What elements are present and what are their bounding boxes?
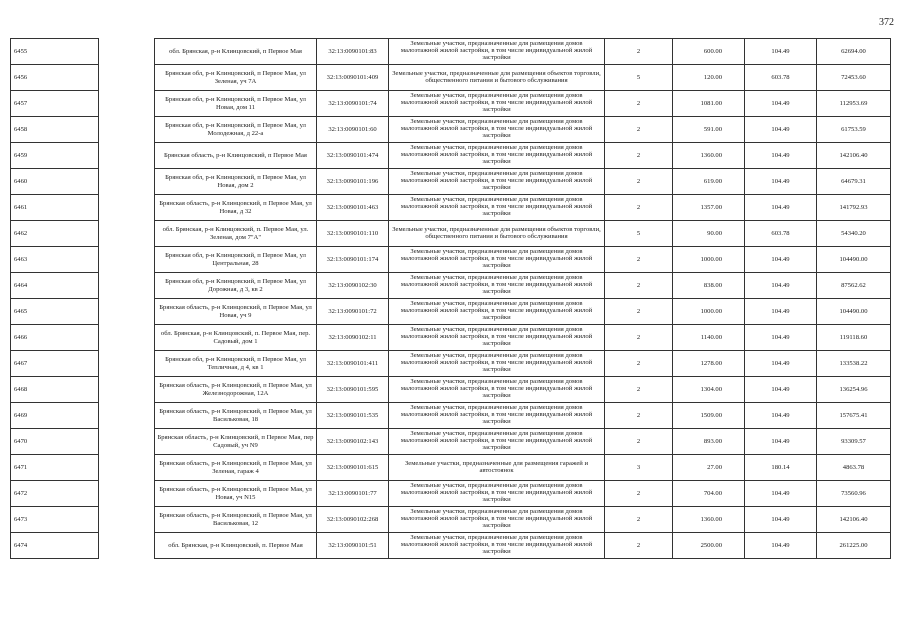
cell-group: 2 [605,325,673,351]
cell-land-use: Земельные участки, предназначенные для размещения домов малоэтажной жилой застройки, в том числе индивидуальной жилой застройки [389,403,605,429]
cell-cadastral-number: 32:13:0090101:74 [317,91,389,117]
table-row [11,325,891,351]
cell-area: 1000.00 [673,247,745,273]
cell-cadastral-number: 32:13:0090101:77 [317,481,389,507]
cell-land-use: Земельные участки, предназначенные для размещения гаражей и автостоянок [389,455,605,481]
cell-number: 6470 [11,429,99,455]
cell-number: 6464 [11,273,99,299]
cell-land-use: Земельные участки, предназначенные для размещения домов малоэтажной жилой застройки, в том числе индивидуальной жилой застройки [389,39,605,65]
table-row [11,65,891,91]
cell-blank [99,247,155,273]
cell-land-use: Земельные участки, предназначенные для размещения домов малоэтажной жилой застройки, в том числе индивидуальной жилой застройки [389,533,605,559]
cell-land-use: Земельные участки, предназначенные для размещения домов малоэтажной жилой застройки, в том числе индивидуальной жилой застройки [389,117,605,143]
cell-group: 2 [605,143,673,169]
table-row [11,91,891,117]
cell-blank [99,403,155,429]
cell-area: 704.00 [673,481,745,507]
cell-specific-value: 104.49 [745,429,817,455]
cell-address: Брянская обл, р-н Клинцовский, п Первое Мая, ул Центральная, 28 [155,247,317,273]
table-row [11,429,891,455]
cell-cadastral-number: 32:13:0090102:30 [317,273,389,299]
cell-specific-value: 104.49 [745,91,817,117]
cell-specific-value: 180.14 [745,455,817,481]
cell-address: Брянская обл, р-н Клинцовский, п Первое Мая, ул Молодежная, д 22-а [155,117,317,143]
cell-area: 1000.00 [673,299,745,325]
cell-number: 6466 [11,325,99,351]
cell-blank [99,481,155,507]
cell-specific-value: 104.49 [745,351,817,377]
cell-cadastral-value: 73560.96 [817,481,891,507]
cell-area: 591.00 [673,117,745,143]
cell-cadastral-value: 61753.59 [817,117,891,143]
cell-area: 1357.00 [673,195,745,221]
table-row [11,403,891,429]
cell-blank [99,169,155,195]
cell-number: 6465 [11,299,99,325]
cell-number: 6473 [11,507,99,533]
cell-blank [99,299,155,325]
cell-blank [99,91,155,117]
cell-cadastral-value: 93309.57 [817,429,891,455]
cell-land-use: Земельные участки, предназначенные для размещения домов малоэтажной жилой застройки, в том числе индивидуальной жилой застройки [389,325,605,351]
cell-specific-value: 104.49 [745,403,817,429]
cell-blank [99,39,155,65]
cell-group: 2 [605,533,673,559]
cell-blank [99,221,155,247]
cell-specific-value: 104.49 [745,143,817,169]
cell-number: 6459 [11,143,99,169]
cell-group: 2 [605,403,673,429]
cell-cadastral-number: 32:13:0090101:110 [317,221,389,247]
table-row [11,351,891,377]
cell-group: 2 [605,351,673,377]
cell-address: Брянская обл, р-н Клинцовский, п Первое Мая, ул Дорожная, д 3, кв 2 [155,273,317,299]
cell-specific-value: 603.78 [745,221,817,247]
cell-blank [99,351,155,377]
cell-area: 838.00 [673,273,745,299]
cell-group: 5 [605,65,673,91]
table-row [11,273,891,299]
cell-group: 5 [605,221,673,247]
cell-blank [99,455,155,481]
cadastral-value-table [10,38,891,559]
cell-number: 6469 [11,403,99,429]
cell-address: обл. Брянская, р-н Клинцовский, п. Первое Мая [155,533,317,559]
cell-address: Брянская область, р-н Клинцовский, п Первое Мая, пер Садовый, уч N9 [155,429,317,455]
table-row [11,377,891,403]
cell-group: 3 [605,455,673,481]
cell-cadastral-value: 141792.93 [817,195,891,221]
cell-cadastral-value: 54340.20 [817,221,891,247]
cell-blank [99,533,155,559]
cell-area: 1140.00 [673,325,745,351]
cell-address: Брянская область, р-н Клинцовский, п Первое Мая [155,143,317,169]
cell-address: Брянская обл, р-н Клинцовский, п Первое Мая, ул Тепличная, д 4, кв 1 [155,351,317,377]
cell-cadastral-number: 32:13:0090101:409 [317,65,389,91]
cell-specific-value: 104.49 [745,195,817,221]
cell-cadastral-value: 133538.22 [817,351,891,377]
cell-address: Брянская обл, р-н Клинцовский, п Первое Мая, ул Новая, дом 11 [155,91,317,117]
cell-specific-value: 104.49 [745,299,817,325]
cell-cadastral-number: 32:13:0090101:615 [317,455,389,481]
cell-cadastral-value: 112953.69 [817,91,891,117]
table-row [11,221,891,247]
cell-number: 6461 [11,195,99,221]
cell-number: 6468 [11,377,99,403]
cell-cadastral-value: 64679.31 [817,169,891,195]
cell-blank [99,507,155,533]
cell-area: 2500.00 [673,533,745,559]
table-row [11,117,891,143]
cell-number: 6456 [11,65,99,91]
table-row [11,143,891,169]
cell-blank [99,325,155,351]
cell-group: 2 [605,429,673,455]
cell-specific-value: 104.49 [745,273,817,299]
page-number: 372 [879,17,894,28]
cell-cadastral-number: 32:13:0090102:11 [317,325,389,351]
cell-area: 1360.00 [673,143,745,169]
cell-cadastral-value: 104490.00 [817,247,891,273]
cell-specific-value: 104.49 [745,481,817,507]
cell-number: 6462 [11,221,99,247]
cell-blank [99,377,155,403]
cell-number: 6472 [11,481,99,507]
cell-cadastral-value: 142106.40 [817,143,891,169]
cell-blank [99,117,155,143]
cell-cadastral-number: 32:13:0090101:595 [317,377,389,403]
cell-cadastral-number: 32:13:0090101:51 [317,533,389,559]
cell-land-use: Земельные участки, предназначенные для размещения домов малоэтажной жилой застройки, в том числе индивидуальной жилой застройки [389,195,605,221]
cell-area: 600.00 [673,39,745,65]
cell-address: Брянская область, р-н Клинцовский, п Первое Мая, ул Зеленая, гараж 4 [155,455,317,481]
cell-blank [99,273,155,299]
cell-land-use: Земельные участки, предназначенные для размещения домов малоэтажной жилой застройки, в том числе индивидуальной жилой застройки [389,273,605,299]
cell-blank [99,143,155,169]
table-row [11,507,891,533]
cell-cadastral-value: 142106.40 [817,507,891,533]
cell-cadastral-value: 4863.78 [817,455,891,481]
cell-cadastral-number: 32:13:0090101:196 [317,169,389,195]
cell-land-use: Земельные участки, предназначенные для размещения домов малоэтажной жилой застройки, в том числе индивидуальной жилой застройки [389,377,605,403]
table-row [11,533,891,559]
cell-specific-value: 104.49 [745,117,817,143]
cell-land-use: Земельные участки, предназначенные для размещения объектов торговли, общественного питания и бытового обслуживания [389,65,605,91]
cell-cadastral-number: 32:13:0090101:474 [317,143,389,169]
cell-land-use: Земельные участки, предназначенные для размещения домов малоэтажной жилой застройки, в том числе индивидуальной жилой застройки [389,91,605,117]
cell-land-use: Земельные участки, предназначенные для размещения домов малоэтажной жилой застройки, в том числе индивидуальной жилой застройки [389,169,605,195]
cell-land-use: Земельные участки, предназначенные для размещения домов малоэтажной жилой застройки, в том числе индивидуальной жилой застройки [389,429,605,455]
cell-specific-value: 603.78 [745,65,817,91]
cell-number: 6463 [11,247,99,273]
cell-number: 6460 [11,169,99,195]
cell-specific-value: 104.49 [745,247,817,273]
cell-cadastral-number: 32:13:0090101:411 [317,351,389,377]
cell-cadastral-number: 32:13:0090101:174 [317,247,389,273]
cell-group: 2 [605,39,673,65]
cell-address: Брянская обл, р-н Клинцовский, п Первое Мая, ул Новая, дом 2 [155,169,317,195]
cell-group: 2 [605,247,673,273]
table-body [11,39,891,559]
table-row [11,195,891,221]
cell-cadastral-number: 32:13:0090101:535 [317,403,389,429]
cell-cadastral-value: 87562.62 [817,273,891,299]
cell-address: обл. Брянская, р-н Клинцовский, п. Первое Мая, ул. Зеленая, дом 7"А" [155,221,317,247]
cell-cadastral-value: 261225.00 [817,533,891,559]
cell-area: 1360.00 [673,507,745,533]
cell-group: 2 [605,377,673,403]
cell-address: обл. Брянская, р-н Клинцовский, п Первое Мая [155,39,317,65]
cell-land-use: Земельные участки, предназначенные для размещения домов малоэтажной жилой застройки, в том числе индивидуальной жилой застройки [389,507,605,533]
cell-area: 1278.00 [673,351,745,377]
cell-specific-value: 104.49 [745,39,817,65]
cell-area: 27.00 [673,455,745,481]
cell-group: 2 [605,91,673,117]
cell-land-use: Земельные участки, предназначенные для размещения домов малоэтажной жилой застройки, в том числе индивидуальной жилой застройки [389,481,605,507]
cell-address: Брянская область, р-н Клинцовский, п Первое Мая, ул Васильковая, 12 [155,507,317,533]
cell-area: 90.00 [673,221,745,247]
cell-specific-value: 104.49 [745,377,817,403]
cell-cadastral-value: 136254.96 [817,377,891,403]
cell-number: 6455 [11,39,99,65]
cell-number: 6467 [11,351,99,377]
cell-area: 1509.00 [673,403,745,429]
cell-address: Брянская область, р-н Клинцовский, п Первое Мая, ул Новая, уч N15 [155,481,317,507]
cell-group: 2 [605,481,673,507]
cell-cadastral-value: 62694.00 [817,39,891,65]
cell-group: 2 [605,299,673,325]
cell-group: 2 [605,507,673,533]
cell-address: Брянская область, р-н Клинцовский, п Первое Мая, ул Новая, д 32 [155,195,317,221]
cell-number: 6471 [11,455,99,481]
cell-area: 1081.00 [673,91,745,117]
cell-number: 6458 [11,117,99,143]
cell-land-use: Земельные участки, предназначенные для размещения домов малоэтажной жилой застройки, в том числе индивидуальной жилой застройки [389,247,605,273]
cell-land-use: Земельные участки, предназначенные для размещения домов малоэтажной жилой застройки, в том числе индивидуальной жилой застройки [389,299,605,325]
cell-number: 6457 [11,91,99,117]
cell-cadastral-value: 104490.00 [817,299,891,325]
cell-specific-value: 104.49 [745,533,817,559]
cell-address: Брянская область, р-н Клинцовский, п Первое Мая, ул Васильковая, 18 [155,403,317,429]
cell-cadastral-value: 72453.60 [817,65,891,91]
table-row [11,455,891,481]
table-row [11,39,891,65]
cell-area: 893.00 [673,429,745,455]
cell-group: 2 [605,195,673,221]
cell-land-use: Земельные участки, предназначенные для размещения домов малоэтажной жилой застройки, в том числе индивидуальной жилой застройки [389,351,605,377]
cell-blank [99,195,155,221]
cell-specific-value: 104.49 [745,507,817,533]
cell-group: 2 [605,273,673,299]
cell-specific-value: 104.49 [745,325,817,351]
cell-area: 1304.00 [673,377,745,403]
cell-cadastral-number: 32:13:0090101:463 [317,195,389,221]
cell-cadastral-value: 119118.60 [817,325,891,351]
cell-group: 2 [605,117,673,143]
table-row [11,299,891,325]
cell-address: обл. Брянская, р-н Клинцовский, п. Первое Мая, пер. Садовый, дом 1 [155,325,317,351]
table-row [11,169,891,195]
table-row [11,481,891,507]
cell-land-use: Земельные участки, предназначенные для размещения домов малоэтажной жилой застройки, в том числе индивидуальной жилой застройки [389,143,605,169]
cell-specific-value: 104.49 [745,169,817,195]
cell-land-use: Земельные участки, предназначенные для размещения объектов торговли, общественного питания и бытового обслуживания [389,221,605,247]
cell-cadastral-number: 32:13:0090102:268 [317,507,389,533]
cell-blank [99,429,155,455]
cell-cadastral-number: 32:13:0090102:143 [317,429,389,455]
cell-area: 619.00 [673,169,745,195]
table-row [11,247,891,273]
cell-group: 2 [605,169,673,195]
cell-number: 6474 [11,533,99,559]
cell-cadastral-number: 32:13:0090101:72 [317,299,389,325]
cell-blank [99,65,155,91]
cell-area: 120.00 [673,65,745,91]
cell-address: Брянская обл, р-н Клинцовский, п Первое Мая, ул Зеленая, уч 7А [155,65,317,91]
cell-address: Брянская область, р-н Клинцовский, п Первое Мая, ул Новая, уч 9 [155,299,317,325]
cell-address: Брянская область, р-н Клинцовский, п Первое Мая, ул Железнодорожная, 12А [155,377,317,403]
cell-cadastral-number: 32:13:0090101:83 [317,39,389,65]
cell-cadastral-number: 32:13:0090101:60 [317,117,389,143]
cell-cadastral-value: 157675.41 [817,403,891,429]
